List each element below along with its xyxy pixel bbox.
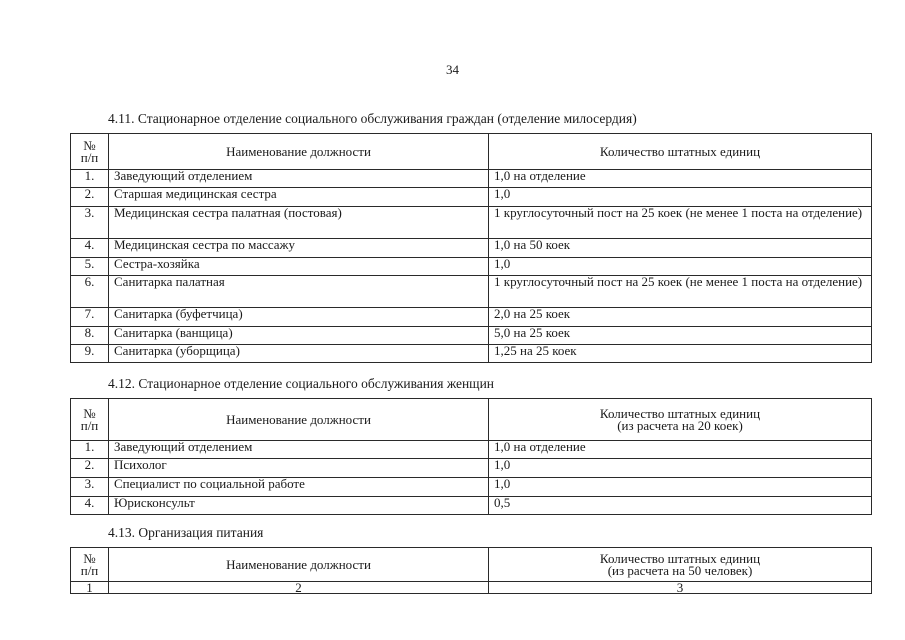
table-header-row bbox=[71, 134, 872, 170]
row-quantity: 1,25 на 25 коек bbox=[489, 345, 872, 363]
table-row bbox=[71, 239, 872, 258]
row-quantity: 0,5 bbox=[489, 497, 872, 515]
column-number-1: 1 bbox=[71, 582, 109, 594]
page-number: 34 bbox=[446, 62, 459, 77]
header-quantity: Количество штатных единиц bbox=[489, 134, 872, 170]
row-position: Санитарка (буфетчица) bbox=[109, 308, 489, 327]
row-quantity: 1,0 bbox=[489, 459, 872, 478]
table-header-row bbox=[71, 548, 872, 582]
header-position: Наименование должности bbox=[109, 548, 489, 582]
table-row bbox=[71, 327, 872, 345]
row-number: 7. bbox=[71, 308, 109, 327]
header-number-line1: № bbox=[83, 405, 96, 421]
section-title-4-11: 4.11. Стационарное отделение социального обслуживания граждан (отделение милосердия) bbox=[108, 111, 637, 126]
row-quantity: 1,0 bbox=[489, 258, 872, 276]
row-quantity: 1,0 на отделение bbox=[489, 441, 872, 459]
header-number bbox=[71, 134, 109, 170]
table-row bbox=[71, 441, 872, 459]
row-quantity: 1,0 на 50 коек bbox=[489, 239, 872, 258]
row-quantity: 1 круглосуточный пост на 25 коек (не менее 1 поста на отделение) bbox=[489, 207, 872, 239]
row-position: Санитарка палатная bbox=[109, 276, 489, 308]
row-number: 3. bbox=[71, 478, 109, 497]
staff-table-4-12 bbox=[70, 398, 872, 515]
row-position: Заведующий отделением bbox=[109, 441, 489, 459]
column-number-2: 2 bbox=[109, 582, 489, 594]
header-number-line2: п/п bbox=[80, 417, 99, 433]
row-number: 2. bbox=[71, 459, 109, 478]
row-quantity: 2,0 на 25 коек bbox=[489, 308, 872, 327]
row-number: 1. bbox=[71, 441, 109, 459]
row-number: 3. bbox=[71, 207, 109, 239]
header-quantity-line2: (из расчета на 20 коек) bbox=[617, 417, 743, 433]
table-row bbox=[71, 459, 872, 478]
row-number: 6. bbox=[71, 276, 109, 308]
column-number-3: 3 bbox=[489, 582, 872, 594]
row-position: Старшая медицинская сестра bbox=[109, 188, 489, 207]
section-title-4-13: 4.13. Организация питания bbox=[108, 525, 264, 540]
header-quantity bbox=[489, 399, 872, 441]
column-numbering-row bbox=[71, 582, 872, 594]
row-position: Специалист по социальной работе bbox=[109, 478, 489, 497]
header-number-line2: п/п bbox=[80, 562, 99, 578]
row-position: Медицинская сестра палатная (постовая) bbox=[109, 207, 489, 239]
header-number-line1: № bbox=[83, 550, 96, 566]
header-number-line1: № bbox=[83, 137, 96, 153]
row-quantity: 5,0 на 25 коек bbox=[489, 327, 872, 345]
row-number: 9. bbox=[71, 345, 109, 363]
table-row bbox=[71, 276, 872, 308]
table-row bbox=[71, 345, 872, 363]
row-number: 2. bbox=[71, 188, 109, 207]
header-number-line2: п/п bbox=[80, 149, 99, 165]
header-quantity-line2: (из расчета на 50 человек) bbox=[607, 562, 753, 578]
header-position: Наименование должности bbox=[109, 399, 489, 441]
table-row bbox=[71, 170, 872, 188]
table-header-row bbox=[71, 399, 872, 441]
row-quantity: 1,0 на отделение bbox=[489, 170, 872, 188]
header-quantity-line1: Количество штатных единиц bbox=[599, 405, 761, 421]
row-position: Заведующий отделением bbox=[109, 170, 489, 188]
table-row bbox=[71, 308, 872, 327]
section-title-4-12: 4.12. Стационарное отделение социального обслуживания женщин bbox=[108, 376, 495, 391]
table-row bbox=[71, 478, 872, 497]
row-quantity: 1,0 bbox=[489, 478, 872, 497]
row-number: 4. bbox=[71, 497, 109, 515]
row-number: 5. bbox=[71, 258, 109, 276]
row-position: Санитарка (уборщица) bbox=[109, 345, 489, 363]
row-number: 4. bbox=[71, 239, 109, 258]
table-row bbox=[71, 258, 872, 276]
row-number: 8. bbox=[71, 327, 109, 345]
row-position: Сестра-хозяйка bbox=[109, 258, 489, 276]
header-position: Наименование должности bbox=[109, 134, 489, 170]
row-position: Медицинская сестра по массажу bbox=[109, 239, 489, 258]
header-quantity bbox=[489, 548, 872, 582]
staff-table-4-13 bbox=[70, 547, 872, 594]
row-position: Юрисконсульт bbox=[109, 497, 489, 515]
header-number bbox=[71, 399, 109, 441]
table-row bbox=[71, 188, 872, 207]
row-position: Санитарка (ванщица) bbox=[109, 327, 489, 345]
row-quantity: 1 круглосуточный пост на 25 коек (не менее 1 поста на отделение) bbox=[489, 276, 872, 308]
header-number bbox=[71, 548, 109, 582]
row-position: Психолог bbox=[109, 459, 489, 478]
row-number: 1. bbox=[71, 170, 109, 188]
table-row bbox=[71, 207, 872, 239]
header-quantity-line1: Количество штатных единиц bbox=[599, 550, 761, 566]
row-quantity: 1,0 bbox=[489, 188, 872, 207]
table-row bbox=[71, 497, 872, 515]
staff-table-4-11 bbox=[70, 133, 872, 363]
